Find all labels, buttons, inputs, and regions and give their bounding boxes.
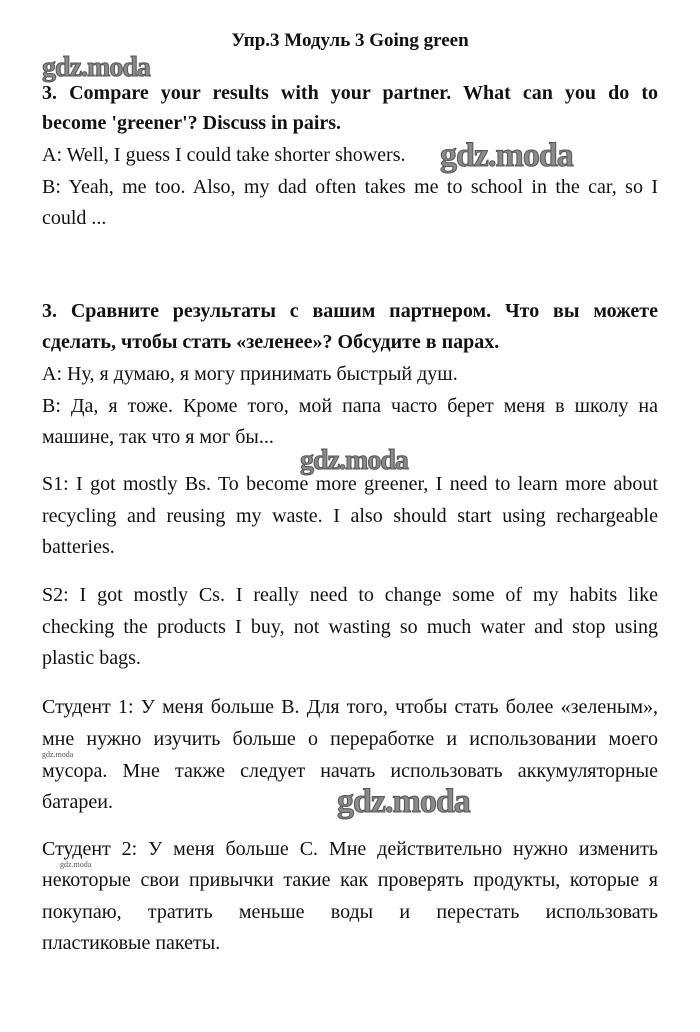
text-line-task-ru: сделать, чтобы стать «зеленее»? Обсудите в парах. <box>42 331 500 353</box>
text-line-task-ru: 3. Сравните результаты с вашим партнером. Что вы можете <box>42 300 658 322</box>
page-title: Упр.3 Модуль 3 Going green <box>231 30 469 51</box>
text-line-s1-ru: мусора. Мне также следует начать использовать аккумуляторные <box>42 760 658 782</box>
text-line-s1-en: recycling and reusing my waste. I also should start using rechargeable <box>42 505 658 527</box>
text-line-s1-en: batteries. <box>42 536 115 558</box>
text-line-s2-en: S2: I got mostly Cs. I really need to change some of my habits like <box>42 584 658 606</box>
text-line-s2-ru: Студент 2: У меня больше C. Мне действительно нужно изменить <box>42 838 658 860</box>
text-line-dialog-b-ru: B: Да, я тоже. Кроме того, мой папа часто берет меня в школу на <box>42 395 658 417</box>
text-line-s2-ru: пластиковые пакеты. <box>42 932 221 954</box>
text-line-dialog-b-en: could ... <box>42 207 107 229</box>
text-line-dialog-b-en: B: Yeah, me too. Also, my dad often takes me to school in the car, so I <box>42 176 658 198</box>
text-line-dialog-a-ru: A: Ну, я думаю, я могу принимать быстрый душ. <box>42 363 458 385</box>
watermark-logo: gdz.moda <box>337 783 470 820</box>
text-line-dialog-a-en: A: Well, I guess I could take shorter showers. <box>42 144 406 166</box>
text-line-task-en: become 'greener'? Discuss in pairs. <box>42 112 342 134</box>
watermark-logo: gdz.moda <box>440 137 573 174</box>
text-line-dialog-b-ru: машине, так что я мог бы... <box>42 426 274 448</box>
text-line-s2-ru: некоторые свои привычки такие как проверять продукты, которые я <box>42 869 658 891</box>
text-line-s1-ru: мне нужно изучить больше о переработке и использовании моего <box>42 728 658 750</box>
text-line-s1-ru: батареи. <box>42 791 113 813</box>
watermark-logo: gdz.moda <box>300 445 408 476</box>
watermark-logo-small: gdz.moda <box>42 750 74 759</box>
text-line-s1-en: S1: I got mostly Bs. To become more greener, I need to learn more about <box>42 473 658 495</box>
text-line-s2-en: plastic bags. <box>42 647 141 669</box>
text-line-s2-ru: покупаю, тратить меньше воды и перестать использовать <box>42 901 658 923</box>
text-line-s1-ru: Студент 1: У меня больше B. Для того, чтобы стать более «зеленым», <box>42 696 658 718</box>
watermark-logo-small: gdz.moda <box>60 860 92 869</box>
watermark-logo: gdz.moda <box>42 52 150 83</box>
text-line-task-en: 3. Compare your results with your partner. What can you do to <box>42 82 658 104</box>
text-line-s2-en: checking the products I buy, not wasting so much water and stop using <box>42 616 658 638</box>
